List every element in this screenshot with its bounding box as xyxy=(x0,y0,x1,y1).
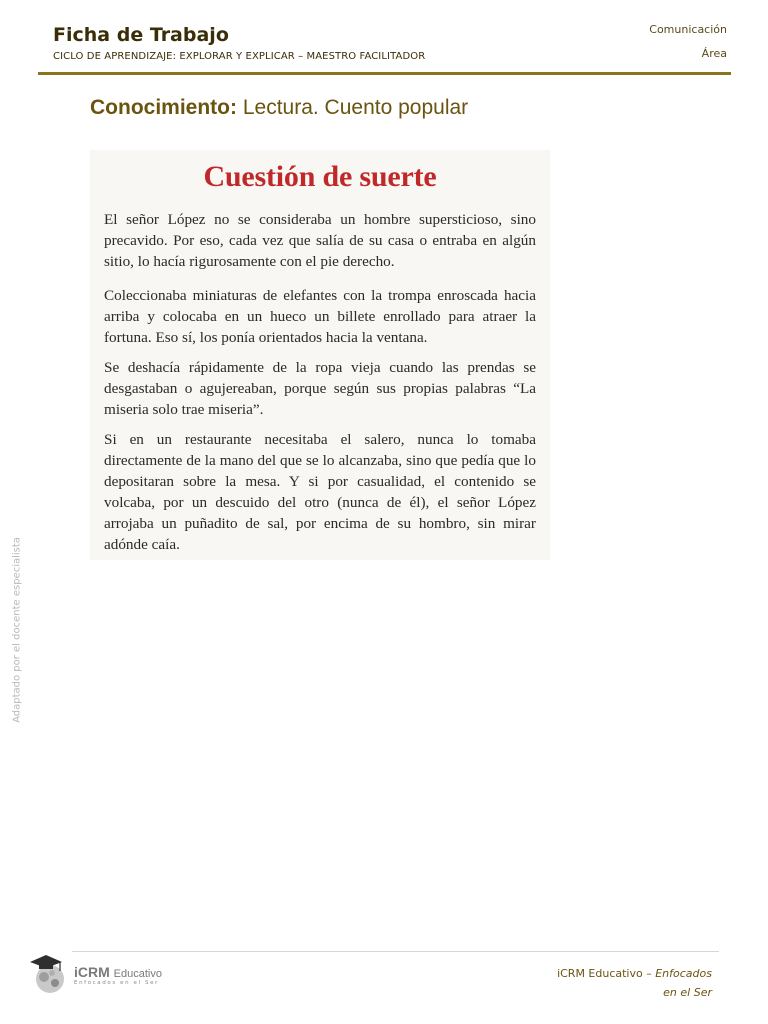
story-paragraph: Se deshacía rápidamente de la ropa vieja cuando las prendas se desgastaban o agujereaban, porque según sus propias palabras “La miseria solo trae miseria”. xyxy=(104,359,536,418)
story-title: Cuestión de suerte xyxy=(203,160,437,193)
footer-slogan xyxy=(557,964,712,1002)
footer-slogan-line2: en el Ser xyxy=(663,986,712,999)
header-divider xyxy=(38,72,731,75)
worksheet-title: Ficha de Trabajo xyxy=(53,24,229,46)
graduation-cap-icon xyxy=(28,952,72,996)
footer-divider xyxy=(72,951,719,952)
logo-wordmark xyxy=(74,964,162,980)
logo-brand-suffix: Educativo xyxy=(113,968,162,980)
icrm-logo xyxy=(28,952,168,998)
learning-cycle-subtitle: CICLO DE APRENDIZAJE: EXPLORAR Y EXPLICAR – MAESTRO FACILITADOR xyxy=(53,51,426,62)
story-paragraph: Si en un restaurante necesitaba el salero, nunca lo tomaba directamente de la mano del que se lo alcanzaba, sino que pedía que lo depositaran sobre la mesa. Y si por casualidad, el contenido se volcaba, por un descuido del otro (nunca de él), el señor López arrojaba un puñadito de sal, por encima de su hombro, sin mirar adónde caía. xyxy=(104,431,536,553)
knowledge-heading xyxy=(90,96,468,120)
logo-tagline: Enfocados en el Ser xyxy=(74,980,159,986)
adaptation-note: Adaptado por el docente especialista xyxy=(11,537,23,723)
knowledge-label: Conocimiento: xyxy=(90,96,237,119)
logo-brand: iCRM xyxy=(74,964,110,980)
area-label: Área xyxy=(701,47,727,60)
story-scan xyxy=(90,150,550,560)
story-paragraph: Coleccionaba miniaturas de elefantes con la trompa enroscada hacia arriba y colocaba en un hueco un billete enrollado para atraer la fortuna. Eso sí, los ponía orientados hacia la ventana. xyxy=(104,287,536,346)
footer-slogan-line1: Enfocados xyxy=(655,967,712,980)
subject-label: Comunicación xyxy=(649,23,727,36)
story-paragraph: El señor López no se consideraba un hombre supersticioso, sino precavido. Por eso, cada vez que salía de su casa o entraba en algún sitio, lo hacía rigurosamente con el pie derecho. xyxy=(104,211,536,270)
knowledge-value: Lectura. Cuento popular xyxy=(242,96,469,119)
footer-brand: iCRM Educativo – xyxy=(557,967,656,980)
